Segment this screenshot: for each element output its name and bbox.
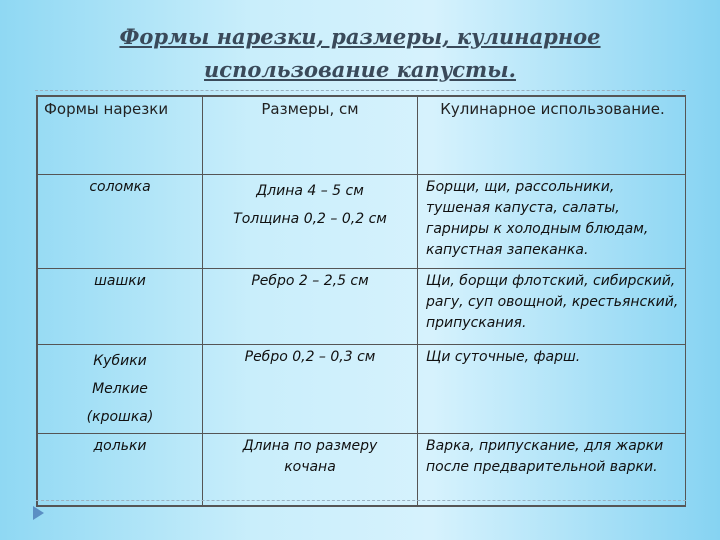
table-row: [38, 269, 686, 345]
size-line: кочана: [284, 459, 336, 475]
form-line: соломка: [89, 179, 151, 195]
row-size-cell: [203, 434, 418, 506]
row-size-cell: [203, 269, 418, 345]
form-line: (крошка): [86, 409, 154, 425]
size-line: Длина по размеру: [242, 438, 378, 454]
form-line: дольки: [93, 438, 147, 454]
form-line: Мелкие: [92, 381, 148, 397]
title-line-1: Формы нарезки, размеры, кулинарное: [119, 24, 601, 49]
row-size-cell: [203, 175, 418, 269]
row-use-cell: Борщи, щи, рассольники, тушеная капуста, салаты, гарниры к холодным блюдам, капустная запеканка.: [418, 175, 686, 269]
row-use-cell: Щи суточные, фарш.: [418, 345, 686, 434]
size-line: Ребро 0,2 – 0,3 см: [244, 349, 376, 365]
size-line: Толщина 0,2 – 0,2 см: [233, 211, 387, 227]
play-arrow-icon[interactable]: [33, 506, 44, 520]
row-size-cell: [203, 345, 418, 434]
row-use-cell: Варка, припускание, для жарки после предварительной варки.: [418, 434, 686, 506]
header-cell-form: Формы нарезки: [38, 97, 203, 175]
table-row: [38, 175, 686, 269]
title-divider: [35, 90, 685, 91]
row-form-cell: [38, 175, 203, 269]
table-header-row: [38, 97, 686, 175]
header-cell-size: Размеры, см: [203, 97, 418, 175]
form-line: Кубики: [93, 353, 147, 369]
title-line-2: использование капусты.: [204, 57, 516, 82]
form-line: шашки: [94, 273, 146, 289]
table-row: [38, 434, 686, 506]
row-form-cell: [38, 345, 203, 434]
row-use-cell: Щи, борщи флотский, сибирский, рагу, суп овощной, крестьянский, припускания.: [418, 269, 686, 345]
row-form-cell: [38, 434, 203, 506]
size-line: Ребро 2 – 2,5 см: [251, 273, 369, 289]
header-cell-use: Кулинарное использование.: [418, 97, 686, 175]
row-form-cell: [38, 269, 203, 345]
size-line: Длина 4 – 5 см: [256, 183, 364, 199]
table-row: [38, 345, 686, 434]
bottom-divider: [36, 500, 686, 501]
cabbage-cutting-table: [36, 95, 686, 507]
page-title: [60, 20, 660, 86]
